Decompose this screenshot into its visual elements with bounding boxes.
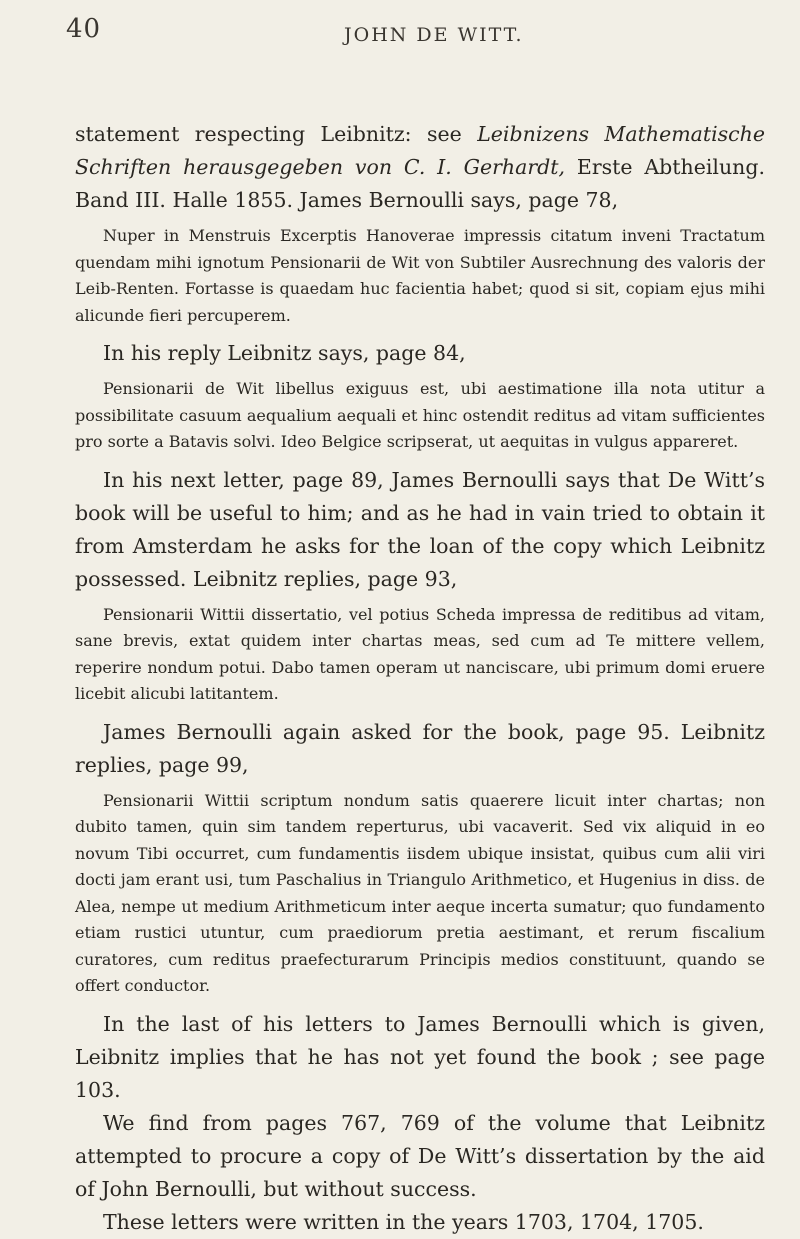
paragraph-7: These letters were written in the years 1703, 1704, 1705. xyxy=(103,1209,704,1234)
book-title: Leibnizens Mathematische Schriften herausgegeben von C. I. Gerhardt, xyxy=(75,122,766,179)
paragraph-6: We find from pages 767, 769 of the volume that Leibnitz attempted to procure a copy of De Witt’s dissertation by the aid of John Bernoulli, but without success. xyxy=(75,1110,765,1201)
running-head: JOHN DE WITT. xyxy=(344,24,524,46)
paragraph-3: In his next letter, page 89, James Bernoulli says that De Witt’s book will be useful to him; and as he had in vain tried to obtain it from Amsterdam he asks for the loan of the copy which Leibnitz possessed. Leibnitz replies, page 93, xyxy=(75,467,765,591)
paragraph-1 xyxy=(75,118,765,217)
latin-quote-3: Pensionarii Wittii dissertatio, vel potius Scheda impressa de reditibus ad vitam, sane brevis, extat quidem inter chartas meas, sed cum ad Te mittere vellem, reperire nondum potui. Dabo tamen operam ut nanciscare, ubi primum domi eruere licebit alicubi latitantem. xyxy=(75,604,765,703)
page-header xyxy=(66,14,760,54)
latin-quote-2: Pensionarii de Wit libellus exiguus est, ubi aestimatione illa nota utitur a possibilitate casuum aequalium aequali et hinc ostendit reditus ad vitam sufficientes pro sorte a Batavis solvi. Ideo Belgice scripserat, ut aequitas in vulgus appareret. xyxy=(75,379,765,451)
page-number: 40 xyxy=(66,14,102,44)
body-text xyxy=(75,118,765,1239)
paragraph-4: James Bernoulli again asked for the book, page 95. Leibnitz replies, page 99, xyxy=(75,719,765,777)
latin-quote-1: Nuper in Menstruis Excerptis Hanoverae impressis citatum inveni Tractatum quendam mihi ignotum Pensionarii de Wit von Subtiler Ausrechnung des valoris der Leib-Renten. Fortasse is quaedam huc facientia habet; quod si sit, copiam ejus mihi alicunde fieri percuperem. xyxy=(75,226,765,325)
paragraph-5: In the last of his letters to James Bernoulli which is given, Leibnitz implies that he has not yet found the book ; see page 103. xyxy=(75,1011,765,1102)
paragraph-2: In his reply Leibnitz says, page 84, xyxy=(103,341,466,365)
latin-quote-4: Pensionarii Wittii scriptum nondum satis quaerere licuit inter chartas; non dubito tamen, quin sim tandem reperturus, ubi vacaverit. Sed vix aliquid in eo novum Tibi occurret, cum fundamentis iisdem ubique insistat, quibus cum alii viri docti jam erant usi, tum Paschalius in Triangulo Arithmetico, et Hugenius in diss. de Alea, nempe ut medium Arithmeticum inter aeque incerta sumatur; quo fundamento etiam rustici utuntur, cum praediorum pretia aestimant, et rerum fiscalium curatores, cum reditus praefecturarum Principis medios constituunt, quando se offert conductor. xyxy=(75,790,765,995)
paragraph-1-lead: statement respecting Leibnitz: see xyxy=(75,122,478,146)
paragraph-1-tail: Erste Abtheilung. Band III. Halle 1855. James Bernoulli says, page 78, xyxy=(75,155,765,212)
